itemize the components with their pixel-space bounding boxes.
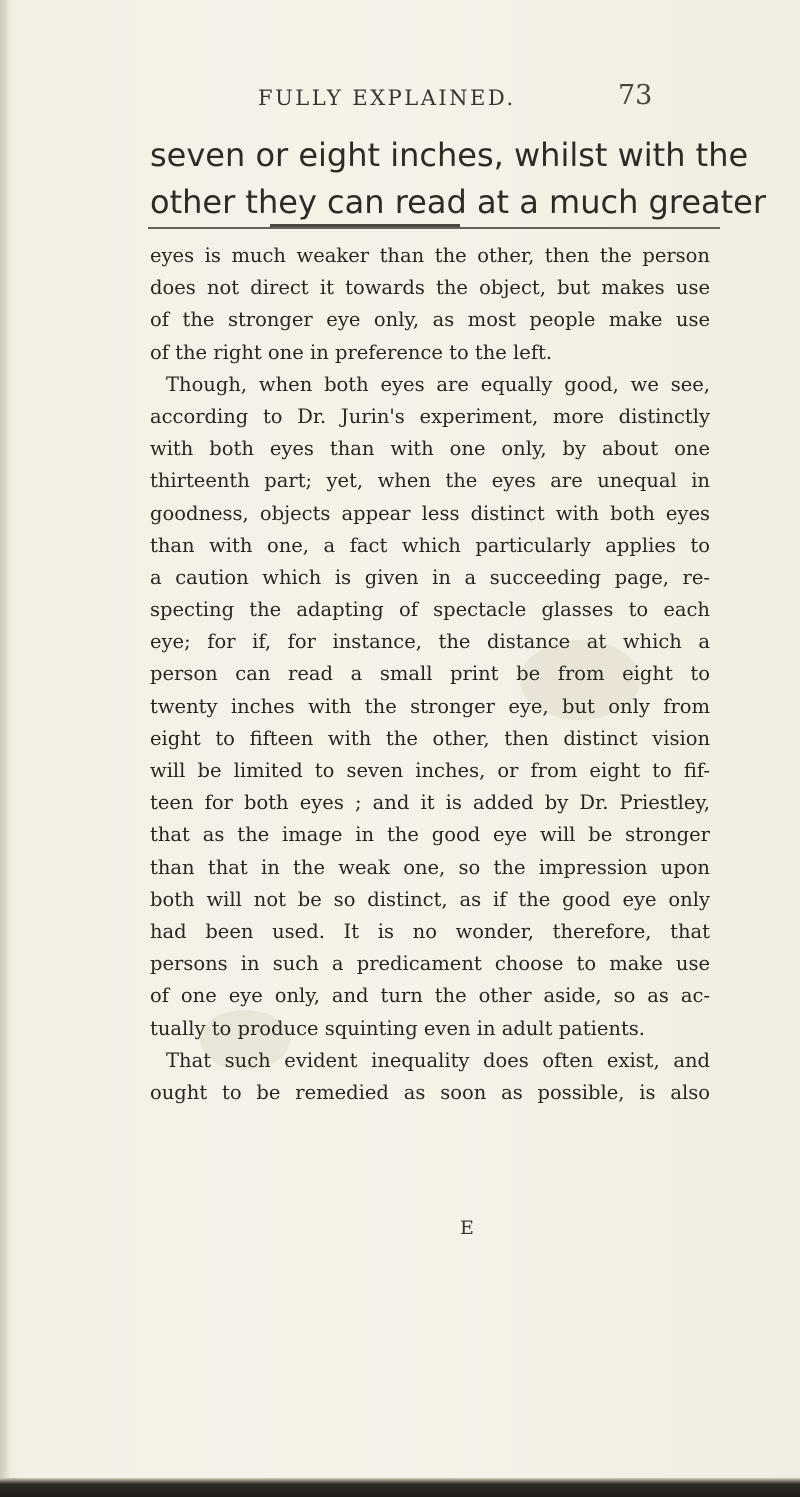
scan-bottom-edge bbox=[0, 1478, 800, 1497]
text-line: of the right one in preference to the left. bbox=[150, 340, 553, 364]
text-line: does not direct it towards the object, but makes use bbox=[150, 276, 710, 300]
text-line: goodness, objects appear less distinct with both eyes bbox=[150, 501, 710, 525]
text-line: teen for both eyes ; and it is added by Dr. Priestley, bbox=[150, 791, 710, 815]
text-line: according to Dr. Jurin's experiment, more distinctly bbox=[150, 404, 710, 428]
page-overlap-edge bbox=[148, 227, 720, 229]
signature-mark: E bbox=[460, 1217, 474, 1239]
text-line: twenty inches with the stronger eye, but only from bbox=[150, 694, 710, 718]
binding-shadow bbox=[0, 0, 10, 1497]
overlapping-previous-page-text bbox=[150, 132, 766, 226]
text-line: had been used. It is no wonder, therefore, that bbox=[150, 919, 710, 943]
text-line: person can read a small print be from eight to bbox=[150, 662, 710, 686]
text-line: than that in the weak one, so the impression upon bbox=[150, 855, 710, 879]
text-line: a caution which is given in a succeeding page, re- bbox=[150, 565, 710, 589]
page-header bbox=[0, 80, 800, 114]
text-line: of one eye only, and turn the other aside, so as ac- bbox=[150, 984, 710, 1008]
text-line: tually to produce squinting even in adult patients. bbox=[150, 1016, 645, 1040]
text-line: will be limited to seven inches, or from eight to fif- bbox=[150, 759, 710, 782]
text-line: eyes is much weaker than the other, then the person bbox=[150, 244, 710, 267]
text-line: eight to fifteen with the other, then distinct vision bbox=[150, 726, 710, 750]
page-number: 73 bbox=[618, 80, 653, 111]
text-line: with both eyes than with one only, by about one bbox=[150, 437, 710, 461]
text-line: eye; for if, for instance, the distance at which a bbox=[150, 630, 710, 654]
text-line: ought to be remedied as soon as possible, is also bbox=[150, 1080, 710, 1104]
page-overlap-edge-dark bbox=[270, 224, 460, 227]
text-line: than with one, a fact which particularly applies to bbox=[150, 533, 710, 557]
body-text bbox=[150, 240, 710, 1109]
text-line: thirteenth part; yet, when the eyes are unequal in bbox=[150, 469, 710, 493]
text-line: persons in such a predicament choose to make use bbox=[150, 952, 710, 976]
running-title: FULLY EXPLAINED. bbox=[258, 86, 516, 110]
previous-text-line: other they can read at a much greater bbox=[150, 183, 766, 221]
text-line: that as the image in the good eye will be stronger bbox=[150, 823, 710, 847]
text-line: Though, when both eyes are equally good, we see, bbox=[166, 372, 710, 396]
text-line: That such evident inequality does often exist, and bbox=[166, 1048, 710, 1072]
text-line: both will not be so distinct, as if the good eye only bbox=[150, 887, 710, 911]
text-line: specting the adapting of spectacle glasses to each bbox=[150, 598, 710, 622]
text-line: of the stronger eye only, as most people make use bbox=[150, 308, 710, 332]
previous-text-line: seven or eight inches, whilst with the bbox=[150, 136, 749, 174]
